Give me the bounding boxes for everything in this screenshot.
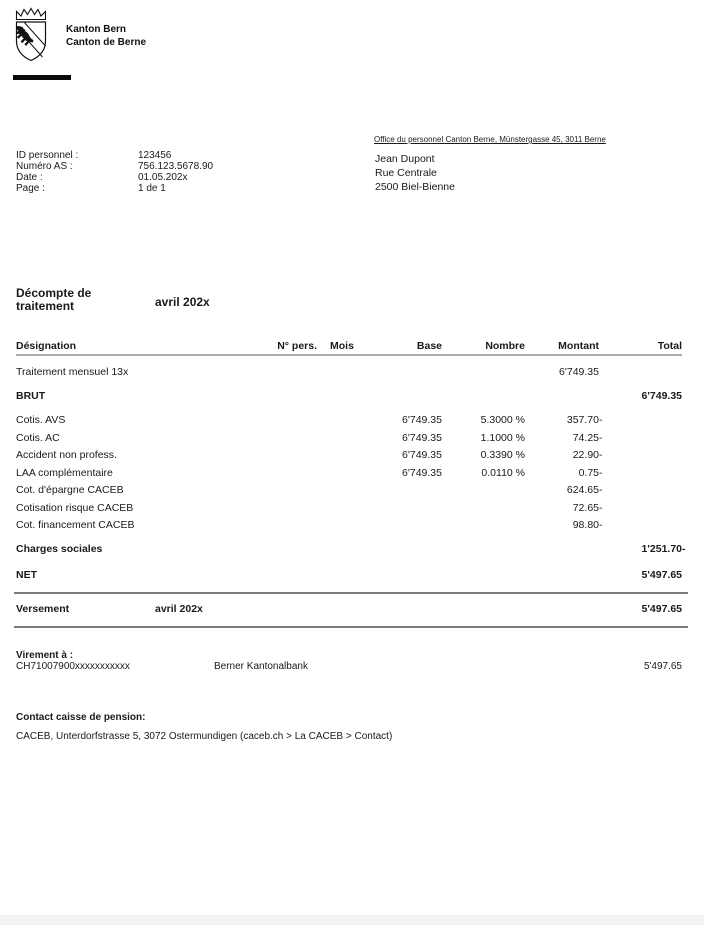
table-row-laa bbox=[16, 467, 688, 479]
meta-value: 756.123.5678.90 bbox=[138, 161, 214, 172]
cell-npers bbox=[270, 543, 317, 555]
cell-montant-sign: - bbox=[599, 466, 603, 479]
canton-name bbox=[66, 23, 146, 49]
cell-npers bbox=[270, 467, 317, 479]
cell-npers bbox=[270, 519, 317, 531]
cell-base: 6'749.35 bbox=[402, 414, 442, 426]
cell-montant-value: 98.80 bbox=[572, 519, 599, 531]
cell-nombre: 0.3390 % bbox=[480, 449, 525, 461]
cell-base bbox=[364, 519, 442, 531]
table-row-charges-sociales bbox=[16, 543, 688, 555]
cell-npers bbox=[270, 432, 317, 444]
cell-nombre: 5.3000 % bbox=[480, 414, 525, 426]
virement-amount: 5'497.65 bbox=[643, 661, 682, 672]
meta-label: ID personnel : bbox=[16, 150, 79, 161]
cell-montant bbox=[525, 519, 605, 531]
cell-base bbox=[364, 484, 442, 496]
table-header-rule bbox=[16, 354, 682, 356]
meta-row-id bbox=[16, 150, 213, 161]
cell-montant bbox=[525, 390, 605, 402]
cell-npers bbox=[270, 390, 317, 402]
cell-base bbox=[364, 366, 442, 378]
versement-divider-rule bbox=[14, 626, 688, 628]
header-base: Base bbox=[416, 340, 442, 352]
canton-name-fr: Canton de Berne bbox=[66, 37, 147, 48]
cell-base: 6'749.35 bbox=[402, 449, 442, 461]
cell-npers bbox=[270, 569, 317, 581]
net-divider-rule bbox=[14, 592, 688, 594]
versement-amount: 5'497.65 bbox=[641, 603, 682, 615]
cell-nombre: 1.1000 % bbox=[480, 431, 525, 444]
cell-base bbox=[364, 390, 442, 402]
cell-total bbox=[605, 432, 688, 444]
cell-montant bbox=[525, 543, 605, 555]
table-row-brut bbox=[16, 390, 688, 402]
cell-npers bbox=[270, 449, 317, 461]
cell-montant bbox=[525, 484, 605, 496]
cell-designation: Cot. d'épargne CACEB bbox=[16, 484, 124, 496]
cell-nombre bbox=[442, 502, 525, 514]
recipient-address bbox=[375, 152, 455, 194]
cell-montant-sign: - bbox=[599, 484, 603, 496]
meta-value: 01.05.202x bbox=[138, 172, 188, 183]
cell-designation: Cotis. AVS bbox=[16, 414, 66, 426]
bern-coat-of-arms-icon bbox=[14, 7, 48, 64]
cell-total bbox=[605, 390, 688, 402]
header-mois: Mois bbox=[330, 340, 354, 352]
table-header-row bbox=[16, 340, 688, 352]
cell-nombre bbox=[442, 519, 525, 531]
virement-iban: CH71007900xxxxxxxxxxx bbox=[16, 661, 130, 672]
meta-label: Date : bbox=[16, 172, 43, 183]
cell-montant bbox=[525, 502, 605, 514]
header-montant bbox=[525, 340, 605, 352]
cell-montant-value: 0.75 bbox=[578, 466, 599, 479]
pension-contact-line: CACEB, Unterdorfstrasse 5, 3072 Ostermundigen (caceb.ch > La CACEB > Contact) bbox=[16, 731, 393, 742]
cell-montant-sign: - bbox=[599, 431, 603, 444]
cell-mois bbox=[317, 414, 364, 426]
pension-contact-label: Contact caisse de pension: bbox=[16, 712, 146, 723]
cell-montant-value: 357.70 bbox=[566, 414, 599, 426]
meta-row-page bbox=[16, 183, 213, 194]
cell-montant-value: 74.25 bbox=[572, 431, 599, 444]
cell-base bbox=[364, 569, 442, 581]
versement-label: Versement bbox=[16, 603, 70, 615]
cell-montant-value: 22.90 bbox=[572, 449, 599, 461]
cell-mois bbox=[317, 449, 364, 461]
meta-row-as bbox=[16, 161, 213, 172]
header-montant-text: Montant bbox=[558, 340, 599, 352]
cell-montant-value: 72.65 bbox=[572, 501, 599, 514]
header-nombre: Nombre bbox=[485, 340, 525, 352]
cell-base bbox=[364, 543, 442, 555]
cell-total-value: 5'497.65 bbox=[641, 569, 682, 581]
table-row-traitement bbox=[16, 366, 688, 378]
cell-montant-sign: - bbox=[599, 449, 603, 461]
cell-npers bbox=[270, 502, 317, 514]
cell-total bbox=[605, 569, 688, 581]
cell-npers bbox=[270, 366, 317, 378]
virement-bank: Berner Kantonalbank bbox=[214, 661, 308, 672]
cell-nombre bbox=[442, 366, 525, 378]
cell-npers bbox=[270, 414, 317, 426]
table-row-financement bbox=[16, 519, 688, 531]
cell-base: 6'749.35 bbox=[402, 431, 442, 444]
header-npers: N° pers. bbox=[277, 340, 317, 352]
cell-designation: Cotis. AC bbox=[16, 431, 60, 444]
cell-total-value: 1'251.70 bbox=[641, 543, 682, 555]
cell-total-sign: - bbox=[682, 543, 686, 555]
cell-nombre bbox=[442, 390, 525, 402]
cell-npers bbox=[270, 484, 317, 496]
cell-nombre bbox=[442, 543, 525, 555]
header-divider-bar bbox=[13, 75, 71, 80]
recipient-city: 2500 Biel-Bienne bbox=[375, 181, 455, 193]
cell-montant bbox=[525, 366, 605, 378]
table-row-risque bbox=[16, 502, 688, 514]
cell-total bbox=[605, 449, 688, 461]
cell-designation: Accident non profess. bbox=[16, 449, 117, 461]
cell-base: 6'749.35 bbox=[402, 466, 442, 479]
meta-label: Numéro AS : bbox=[16, 161, 73, 172]
versement-period: avril 202x bbox=[155, 603, 203, 615]
cell-designation: BRUT bbox=[16, 390, 46, 402]
meta-row-date bbox=[16, 172, 213, 183]
recipient-street: Rue Centrale bbox=[375, 167, 437, 179]
cell-mois bbox=[317, 366, 364, 378]
page-title: Décompte de traitement bbox=[16, 286, 92, 313]
cell-total bbox=[605, 543, 688, 555]
virement-label: Virement à : bbox=[16, 650, 74, 661]
table-row-ac bbox=[16, 432, 688, 444]
cell-total-value: 6'749.35 bbox=[641, 390, 682, 402]
cell-total bbox=[605, 366, 688, 378]
cell-montant-sign: - bbox=[599, 501, 603, 514]
sender-office-line: Office du personnel Canton Berne, Münstergasse 45, 3011 Berne bbox=[374, 135, 606, 144]
table-row-epargne bbox=[16, 484, 688, 496]
cell-designation: LAA complémentaire bbox=[16, 466, 113, 479]
cell-designation: NET bbox=[16, 569, 37, 581]
cell-total bbox=[605, 502, 688, 514]
meta-label: Page : bbox=[16, 183, 45, 194]
cell-montant-value: 624.65 bbox=[566, 484, 599, 496]
recipient-name: Jean Dupont bbox=[375, 153, 435, 165]
table-row-avs bbox=[16, 414, 688, 426]
cell-base bbox=[364, 502, 442, 514]
cell-total bbox=[605, 414, 688, 426]
cell-mois bbox=[317, 484, 364, 496]
cell-total bbox=[605, 467, 688, 479]
cell-designation: Cot. financement CACEB bbox=[16, 519, 135, 531]
cell-total bbox=[605, 519, 688, 531]
cell-mois bbox=[317, 390, 364, 402]
cell-mois bbox=[317, 543, 364, 555]
cell-total bbox=[605, 484, 688, 496]
cell-montant bbox=[525, 449, 605, 461]
cell-montant bbox=[525, 414, 605, 426]
cell-mois bbox=[317, 502, 364, 514]
header-total bbox=[605, 340, 688, 352]
table-row-accident bbox=[16, 449, 688, 461]
cell-designation: Charges sociales bbox=[16, 543, 103, 555]
header-total-text: Total bbox=[657, 340, 682, 352]
cell-montant-value: 6'749.35 bbox=[559, 366, 599, 378]
page-period: avril 202x bbox=[155, 295, 210, 309]
cell-montant-sign: - bbox=[599, 519, 603, 531]
meta-value: 123456 bbox=[138, 150, 172, 161]
cell-montant bbox=[525, 569, 605, 581]
cell-nombre: 0.0110 % bbox=[481, 466, 525, 479]
cell-montant bbox=[525, 467, 605, 479]
document-meta bbox=[16, 150, 213, 194]
cell-mois bbox=[317, 569, 364, 581]
meta-value: 1 de 1 bbox=[138, 183, 166, 194]
canton-name-de: Kanton Bern bbox=[66, 24, 126, 35]
cell-designation: Cotisation risque CACEB bbox=[16, 501, 134, 514]
cell-nombre bbox=[442, 569, 525, 581]
cell-nombre bbox=[442, 484, 525, 496]
cell-mois bbox=[317, 467, 364, 479]
cell-montant bbox=[525, 432, 605, 444]
cell-designation: Traitement mensuel 13x bbox=[16, 366, 129, 378]
cell-mois bbox=[317, 519, 364, 531]
cell-mois bbox=[317, 432, 364, 444]
table-row-net bbox=[16, 569, 688, 581]
header-designation: Désignation bbox=[16, 340, 77, 352]
cell-montant-sign: - bbox=[599, 414, 603, 426]
viewer-bottom-edge bbox=[0, 915, 704, 925]
